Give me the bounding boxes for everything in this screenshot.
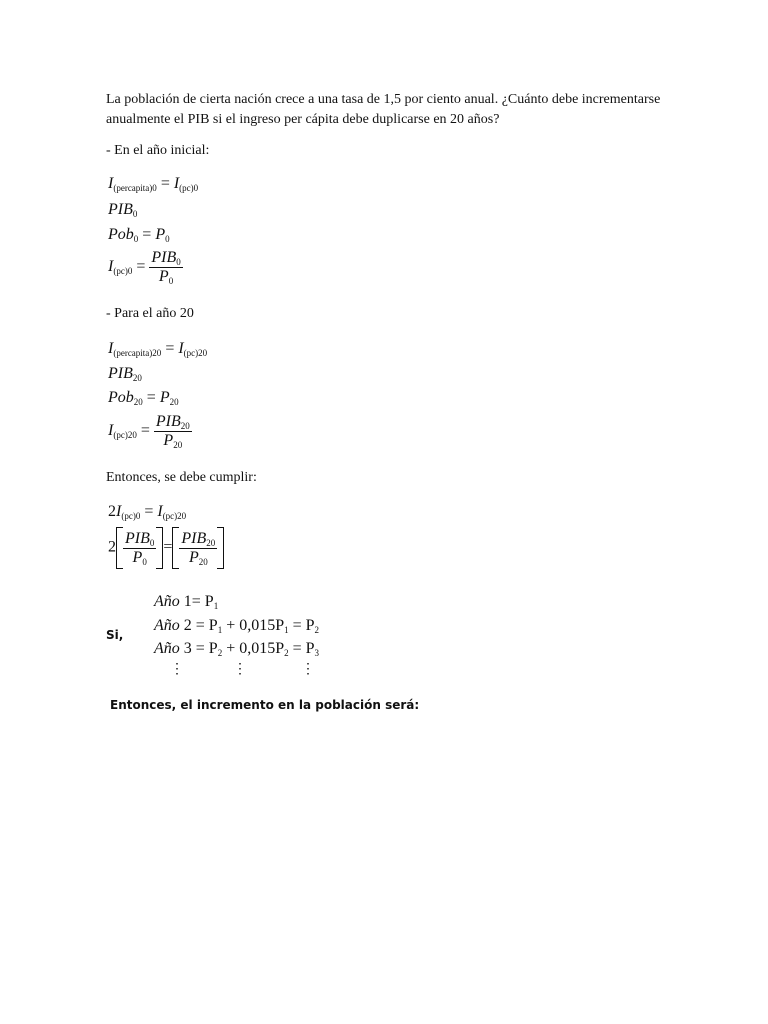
eq-pob-0: $Pob_0 = P_0$ xyxy=(108,226,170,244)
eq-income-percapita-20: $I_{(percapita)20} = I_{(pc)20}$ xyxy=(108,340,208,358)
problem-line-2: anualmente el PIB si el ingreso per cápita debe duplicarse en 20 años? xyxy=(106,112,500,127)
eq-year-1: Año $1= P_1$ xyxy=(154,593,219,611)
eq-pob-20: $Pob_{20} = P_{20}$ xyxy=(108,389,179,407)
section-initial-year: - En el año inicial: xyxy=(106,143,210,158)
section-year-20: - Para el año 20 xyxy=(106,306,194,321)
then-must-hold: Entonces, se debe cumplir: xyxy=(106,470,257,485)
eq-double-income: $2I_{(pc)0} = I_{(pc)20}$ xyxy=(108,503,187,521)
eq-pib-0: $PIB_0$ xyxy=(108,201,138,219)
problem-line-1: La población de cierta nación crece a una tasa de 1,5 por ciento anual. ¿Cuánto debe incrementarse xyxy=(106,92,661,107)
fraction-pib0-p0: $\frac{PIB_0}{P_0}$ xyxy=(151,249,181,286)
fraction-pib20-p20: $\frac{PIB_{20}}{P_{20}}$ xyxy=(155,413,190,450)
eq-year-3: Año $3 = P_2 + 0,015P_2 = P_3$ xyxy=(154,640,320,658)
vertical-dots-1: ⋮ xyxy=(170,662,184,677)
si-label: Si, xyxy=(106,628,124,642)
eq-income-percapita-0: $I_{(percapita)0} = I_{(pc)0}$ xyxy=(108,175,199,193)
vertical-dots-3: ⋮ xyxy=(301,662,315,677)
eq-income-pc-20-fraction: $I_{(pc)20}$ = $\frac{PIB_{20}}{P_{20}}$ xyxy=(108,413,190,450)
eq-year-2: Año $2 = P_1 + 0,015P_1 = P_2$ xyxy=(154,617,320,635)
conclusion-text: Entonces, el incremento en la población será: xyxy=(110,698,420,712)
eq-double-income-bracketed: 2 $\frac{PIB_0}{P_0}$ = $\frac{PIB_{20}}{P_{20}}$ xyxy=(108,527,224,569)
vertical-dots-2: ⋮ xyxy=(233,662,247,677)
eq-pib-20: $PIB_{20}$ xyxy=(108,365,142,383)
eq-income-pc-0-fraction: $I_{(pc)0}$ = $\frac{PIB_0}{P_0}$ xyxy=(108,249,181,286)
